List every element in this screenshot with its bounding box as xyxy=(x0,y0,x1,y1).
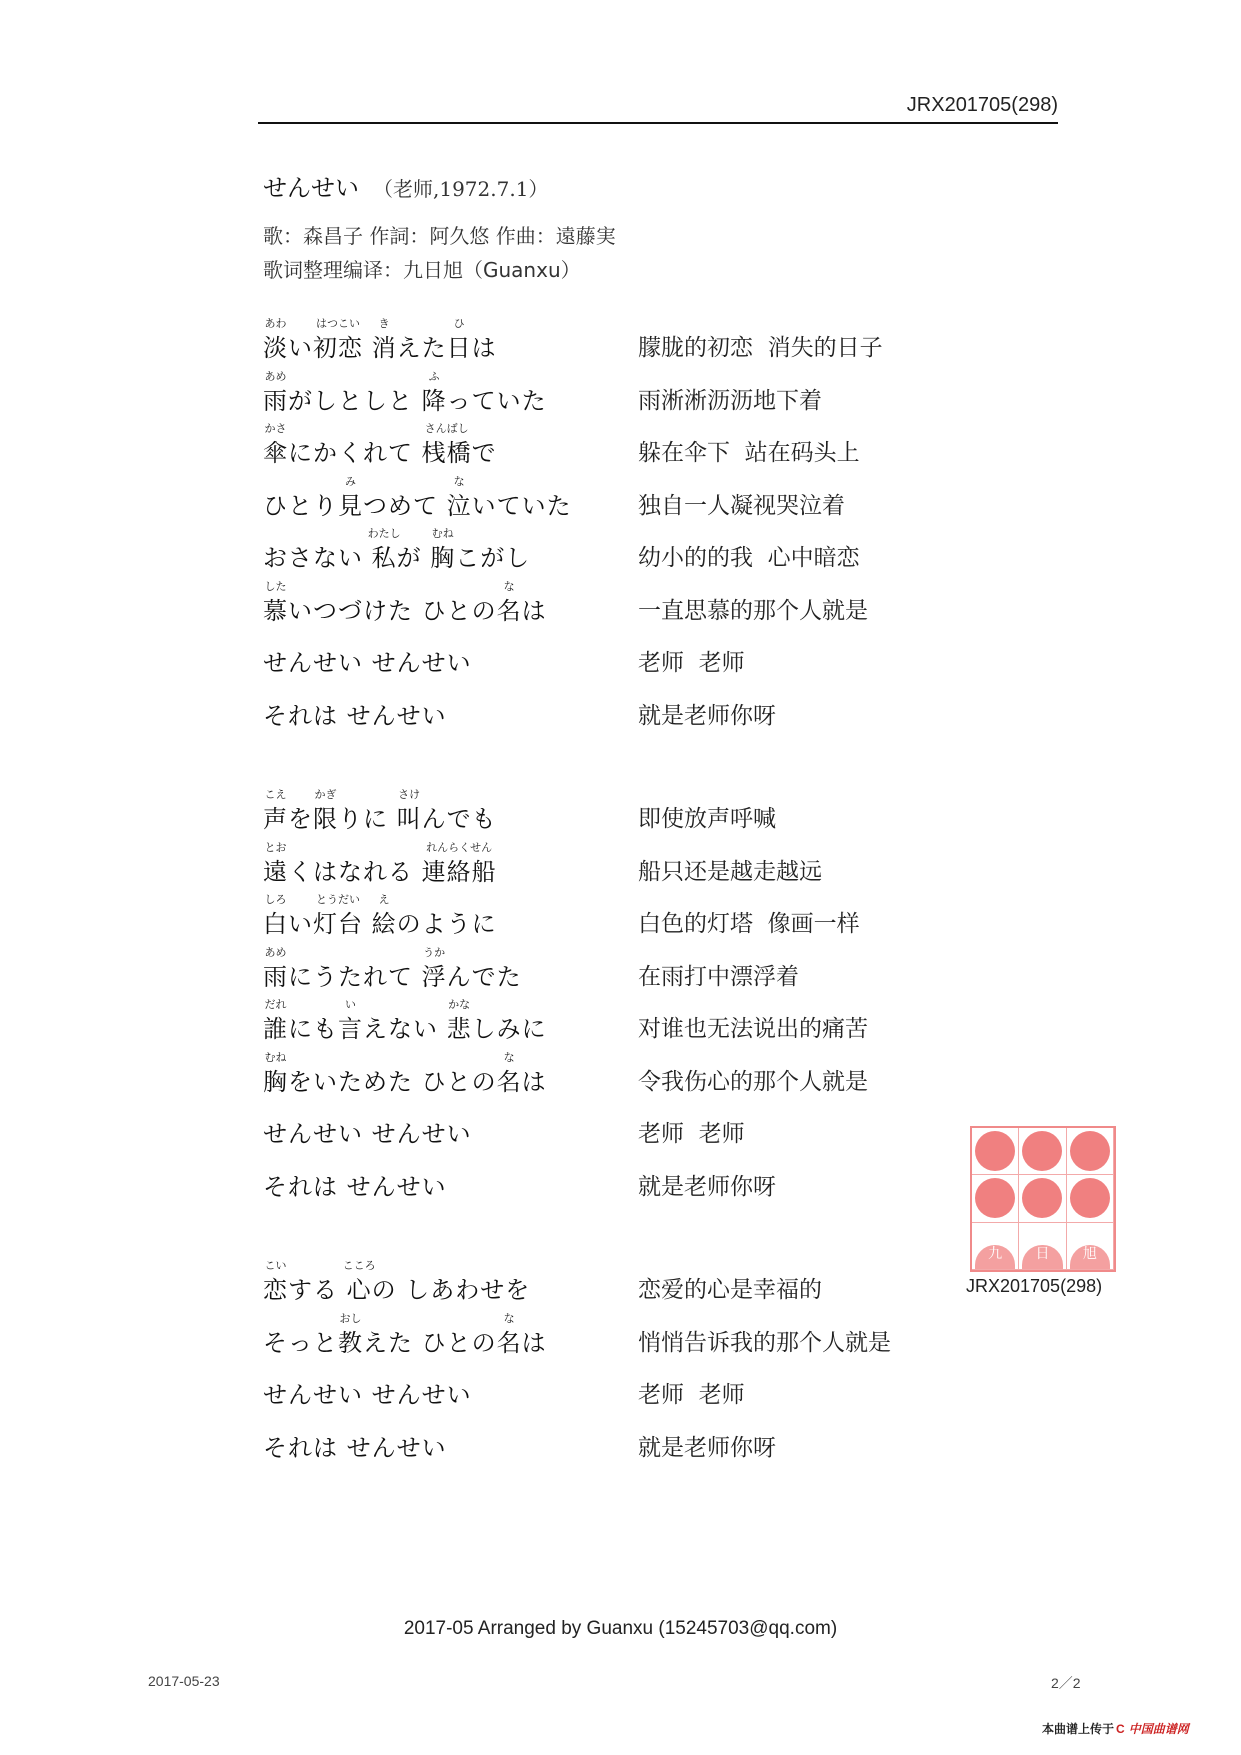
lyric-text: こがし xyxy=(455,544,531,572)
ruby-base: 絵 xyxy=(371,910,397,938)
lyric-text: りに xyxy=(338,805,397,833)
lyric-japanese xyxy=(263,1259,531,1304)
furigana: み xyxy=(345,474,356,488)
lyric-text: つめて xyxy=(363,491,447,520)
lyric-chinese: 独自一人凝视哭泣着 xyxy=(638,492,845,519)
ruby-group xyxy=(263,317,288,362)
furigana: だれ xyxy=(264,998,287,1011)
seal-stamp xyxy=(970,1126,1116,1272)
lyric-chinese: 船只还是越走越远 xyxy=(638,858,822,885)
lyric-chinese: 雨淅淅沥沥地下着 xyxy=(638,387,822,414)
ruby-base: 遠 xyxy=(263,857,288,886)
ruby-base: 声 xyxy=(263,805,288,833)
lyric-text: する xyxy=(288,1276,347,1304)
lyric-chinese: 一直思慕的那个人就是 xyxy=(638,597,868,624)
ruby-base: 悲 xyxy=(446,1015,472,1043)
ruby-base: 胸 xyxy=(263,1067,288,1096)
lyric-chinese: 躲在伞下 站在码头上 xyxy=(638,440,860,466)
ruby-base: 初恋 xyxy=(313,334,363,362)
ruby-base: 降 xyxy=(421,386,447,415)
ruby-base: 叫 xyxy=(396,805,422,833)
lyric-japanese xyxy=(263,1434,447,1462)
ruby-group xyxy=(396,788,422,833)
lyric-chinese: 在雨打中漂浮着 xyxy=(638,963,799,990)
title-paren: （老师,1972.7.1） xyxy=(373,177,549,201)
footer-date: 2017-05-23 xyxy=(148,1673,220,1689)
ruby-base: 名 xyxy=(496,596,522,625)
lyric-text: おさない xyxy=(263,544,372,572)
ruby-base: 見 xyxy=(338,491,363,520)
lyric-text: は xyxy=(521,1328,547,1357)
ruby-group xyxy=(313,317,363,362)
lyric-chinese: 恋爱的心是幸福的 xyxy=(638,1277,822,1303)
furigana: さんばし xyxy=(424,422,469,435)
furigana: かぎ xyxy=(314,788,337,801)
lyric-text: が xyxy=(396,544,431,572)
furigana: とお xyxy=(264,840,287,854)
seal-cell xyxy=(972,1175,1019,1222)
lyric-text: い xyxy=(288,910,313,938)
lyric-text: がしとしと xyxy=(288,386,422,415)
lyric-chinese: 老师 老师 xyxy=(638,650,745,676)
furigana: かさ xyxy=(264,422,287,435)
lyric-chinese: 就是老师你呀 xyxy=(638,1173,776,1200)
lyric-text: えた ひとの xyxy=(363,1328,497,1357)
ruby-group xyxy=(342,1259,376,1304)
lyric-japanese xyxy=(263,945,522,991)
site-logo-icon: C xyxy=(1116,1722,1125,1736)
ruby-base: 恋 xyxy=(263,1276,288,1304)
lyric-text xyxy=(363,334,372,362)
seal-cell xyxy=(1019,1128,1066,1175)
furigana: うか xyxy=(423,945,446,959)
ruby-group xyxy=(367,527,401,572)
upload-site: 中国曲谱网 xyxy=(1128,1722,1189,1736)
lyric-japanese xyxy=(263,579,547,625)
furigana: かな xyxy=(448,998,471,1011)
ruby-base: 教 xyxy=(338,1328,363,1357)
ruby-group xyxy=(421,840,497,886)
lyric-chinese: 老师 老师 xyxy=(638,1121,745,1147)
lyric-chinese: 就是老师你呀 xyxy=(638,1434,776,1461)
ruby-base: 心 xyxy=(346,1276,372,1304)
lyric-text: いていた xyxy=(471,491,572,520)
lyric-text xyxy=(363,910,372,938)
seal-cell xyxy=(1067,1223,1114,1270)
lyric-japanese xyxy=(263,422,497,467)
seal-cell xyxy=(1019,1175,1066,1222)
ruby-group xyxy=(313,788,338,833)
furigana: な xyxy=(453,474,465,488)
ruby-base: 雨 xyxy=(263,386,288,415)
ruby-base: 消 xyxy=(371,334,397,362)
furigana: こい xyxy=(264,1259,287,1272)
seal-code: JRX201705(298) xyxy=(966,1276,1103,1296)
ruby-group xyxy=(421,422,472,467)
furigana: した xyxy=(264,579,287,593)
furigana: ふ xyxy=(428,369,440,383)
ruby-group xyxy=(263,945,288,991)
seal-cell xyxy=(1067,1175,1114,1222)
ruby-base: 傘 xyxy=(263,439,288,467)
ruby-group xyxy=(371,893,397,938)
lyric-text: にうたれて xyxy=(288,962,422,991)
lyric-chinese: 朦胧的初恋 消失的日子 xyxy=(638,335,883,361)
lyric-chinese: 幼小的的我 心中暗恋 xyxy=(638,545,860,571)
furigana: おし xyxy=(339,1311,362,1325)
lyric-text: しみに xyxy=(471,1015,547,1043)
lyric-japanese xyxy=(263,317,497,362)
furigana: むね xyxy=(264,1050,287,1064)
lyric-text: んでた xyxy=(446,962,522,991)
ruby-group xyxy=(371,317,397,362)
furigana: はつこい xyxy=(316,317,360,330)
furigana: こころ xyxy=(342,1259,376,1272)
lyric-text: せんせい せんせい xyxy=(263,1120,472,1148)
header-code: JRX201705(298) xyxy=(906,94,1058,116)
furigana: れんらくせん xyxy=(426,840,493,854)
seal-cell xyxy=(972,1223,1019,1270)
ruby-base: 連絡船 xyxy=(421,857,497,886)
lyric-japanese xyxy=(263,998,547,1043)
ruby-base: 限 xyxy=(313,805,338,833)
seal-cell xyxy=(1067,1128,1114,1175)
ruby-group xyxy=(496,579,522,625)
lyric-japanese xyxy=(263,702,447,730)
lyric-text: くはなれる xyxy=(288,857,422,886)
lyric-japanese xyxy=(263,1173,447,1201)
song-title xyxy=(263,168,548,203)
lyric-text: それは せんせい xyxy=(263,701,447,730)
ruby-group xyxy=(263,369,288,415)
ruby-base: 名 xyxy=(496,1067,522,1096)
furigana: わたし xyxy=(367,527,401,540)
lyric-text: いつづけた ひとの xyxy=(288,596,497,625)
ruby-group xyxy=(263,788,288,833)
lyric-text: せんせい せんせい xyxy=(263,1381,472,1409)
lyric-japanese xyxy=(263,649,472,677)
lyric-text: えない xyxy=(363,1015,447,1043)
seal-cell xyxy=(1019,1223,1066,1270)
ruby-group xyxy=(430,527,456,572)
ruby-group xyxy=(446,317,472,362)
ruby-group xyxy=(496,1311,522,1357)
lyric-text: をいためた ひとの xyxy=(288,1067,497,1096)
ruby-base: 淡 xyxy=(263,334,288,362)
ruby-group xyxy=(263,1259,288,1304)
ruby-base: 灯台 xyxy=(313,910,363,938)
seal-char: 九 xyxy=(988,1245,1003,1262)
furigana: き xyxy=(378,317,390,330)
furigana: ひ xyxy=(453,317,465,330)
furigana: な xyxy=(503,579,515,593)
lyric-text: ひとり xyxy=(263,491,338,520)
ruby-base: 泣 xyxy=(446,491,472,520)
footer-credit: 2017-05 Arranged by Guanxu (15245703@qq.com) xyxy=(403,1618,838,1639)
ruby-group xyxy=(496,1050,522,1096)
seal-char: 日 xyxy=(1035,1245,1050,1262)
ruby-group xyxy=(263,1050,288,1096)
furigana: さけ xyxy=(398,788,421,801)
lyric-text: それは せんせい xyxy=(263,1433,447,1462)
ruby-base: 胸 xyxy=(430,544,456,572)
ruby-group xyxy=(446,474,472,520)
seal-char: 旭 xyxy=(1082,1245,1097,1262)
ruby-base: 私 xyxy=(371,544,397,572)
ruby-base: 桟橋 xyxy=(421,439,472,467)
lyric-text: は xyxy=(521,1067,547,1096)
furigana: あめ xyxy=(264,945,287,959)
lyric-text: えた xyxy=(396,334,447,362)
furigana: い xyxy=(345,998,356,1011)
furigana: むね xyxy=(431,527,454,540)
page-number: 2／2 xyxy=(1051,1675,1081,1691)
lyric-text: の しあわせを xyxy=(371,1276,531,1304)
ruby-group xyxy=(421,369,447,415)
ruby-group xyxy=(338,474,363,520)
title-main: せんせい xyxy=(263,174,359,202)
lyric-chinese: 即使放声呼喊 xyxy=(638,806,776,832)
lyric-text: のように xyxy=(396,910,497,938)
credit-line-2: 歌词整理编译：九日旭（Guanxu） xyxy=(263,258,581,282)
furigana: とうだい xyxy=(316,893,360,906)
furigana: な xyxy=(503,1311,515,1325)
furigana: しろ xyxy=(264,893,287,906)
lyric-japanese xyxy=(263,1381,472,1409)
lyric-chinese: 对谁也无法说出的痛苦 xyxy=(638,1016,868,1042)
lyric-japanese xyxy=(263,474,572,520)
lyric-japanese xyxy=(263,527,531,572)
ruby-base: 浮 xyxy=(421,962,447,991)
ruby-base: 慕 xyxy=(263,596,288,625)
furigana: こえ xyxy=(264,788,287,801)
lyric-text: で xyxy=(471,439,497,467)
lyric-japanese xyxy=(263,1120,472,1148)
lyric-text: は xyxy=(521,596,547,625)
ruby-group xyxy=(263,893,288,938)
furigana: あめ xyxy=(264,369,287,383)
ruby-base: 日 xyxy=(446,334,472,362)
ruby-group xyxy=(421,945,447,991)
ruby-group xyxy=(338,998,363,1043)
upload-note xyxy=(1042,1720,1189,1737)
ruby-group xyxy=(263,998,288,1043)
ruby-base: 白 xyxy=(263,910,288,938)
ruby-group xyxy=(263,840,288,886)
lyric-japanese xyxy=(263,1050,547,1096)
ruby-group xyxy=(313,893,363,938)
ruby-group xyxy=(263,579,288,625)
lyric-text: そっと xyxy=(263,1328,338,1357)
lyric-text: っていた xyxy=(446,386,547,415)
ruby-group xyxy=(338,1311,363,1357)
seal-cell xyxy=(972,1128,1019,1175)
credit-line-1: 歌：森昌子 作詞：阿久悠 作曲：遠藤実 xyxy=(263,224,616,248)
upload-text: 本曲谱上传于 xyxy=(1042,1722,1115,1736)
lyric-japanese xyxy=(263,1311,547,1357)
ruby-base: 雨 xyxy=(263,962,288,991)
ruby-base: 言 xyxy=(338,1015,363,1043)
lyric-japanese xyxy=(263,893,497,938)
lyric-chinese: 白色的灯塔 像画一样 xyxy=(638,911,860,937)
lyric-chinese: 悄悄告诉我的那个人就是 xyxy=(638,1329,891,1356)
lyric-text: にかくれて xyxy=(288,439,422,467)
lyric-text: せんせい せんせい xyxy=(263,649,472,677)
lyric-japanese xyxy=(263,369,547,415)
ruby-group xyxy=(263,422,288,467)
ruby-base: 誰 xyxy=(263,1015,288,1043)
lyric-japanese xyxy=(263,788,497,833)
lyric-text: を xyxy=(288,805,313,833)
lyric-chinese: 令我伤心的那个人就是 xyxy=(638,1068,868,1095)
lyric-chinese: 就是老师你呀 xyxy=(638,702,776,729)
lyric-text: んでも xyxy=(421,805,497,833)
lyric-japanese xyxy=(263,840,497,886)
furigana: え xyxy=(378,893,390,906)
ruby-group xyxy=(446,998,472,1043)
furigana: な xyxy=(503,1050,515,1064)
lyric-text: それは せんせい xyxy=(263,1172,447,1201)
header-rule xyxy=(258,122,1058,124)
lyric-text: い xyxy=(288,334,313,362)
lyric-text: は xyxy=(471,334,497,362)
ruby-base: 名 xyxy=(496,1328,522,1357)
furigana: あわ xyxy=(264,317,287,330)
lyric-chinese: 老师 老师 xyxy=(638,1382,745,1408)
lyric-text: にも xyxy=(288,1015,338,1043)
